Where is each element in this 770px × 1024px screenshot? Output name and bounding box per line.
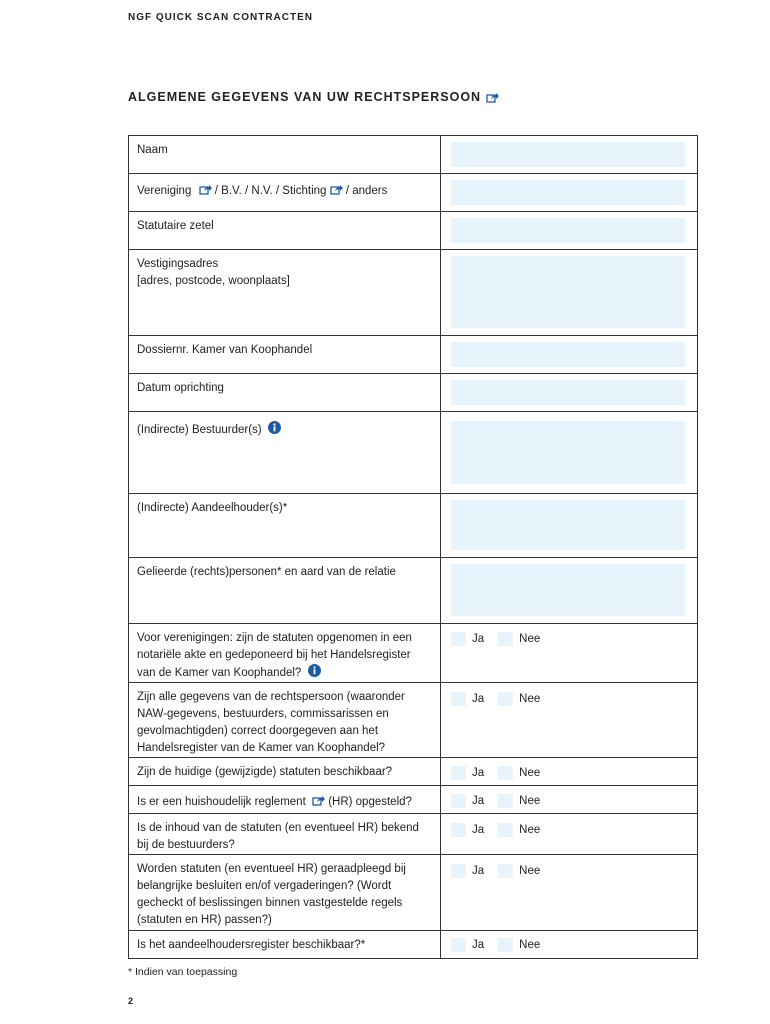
question-row [129, 758, 698, 786]
yes-no-group [451, 938, 685, 952]
no-checkbox[interactable] [498, 823, 513, 837]
question-row [129, 624, 698, 683]
no-label: Nee [519, 939, 541, 951]
row-kvk [129, 336, 698, 374]
section-title-text: ALGEMENE GEGEVENS VAN UW RECHTSPERSOON [128, 90, 482, 104]
yes-checkbox[interactable] [451, 864, 466, 878]
yes-label: Ja [472, 693, 485, 705]
running-header: NGF QUICK SCAN CONTRACTEN [128, 12, 313, 23]
label-gelieerd: Gelieerde (rechts)personen* en aard van de relatie [129, 558, 441, 624]
no-checkbox[interactable] [498, 766, 513, 780]
question-2-text: Zijn alle gegevens van de rechtspersoon (waaronder NAW-gegevens, bestuurders, commissarissen en gevolmachtigden) correct doorgegeven aan het Handelsregister van de Kamer van Koophandel? [129, 683, 441, 758]
question-text [129, 786, 441, 814]
question-row [129, 814, 698, 855]
rechtsvorm-vereniging: Vereniging [137, 185, 192, 197]
external-link-icon[interactable] [199, 184, 212, 195]
bestuurders-input[interactable] [451, 421, 685, 484]
no-checkbox[interactable] [498, 794, 513, 808]
aandeelhouders-input[interactable] [451, 500, 685, 550]
adres-input[interactable] [451, 256, 685, 328]
question-5-text: Is de inhoud van de statuten (en eventueel HR) bekend bij de bestuurders? [129, 814, 441, 855]
kvk-input[interactable] [451, 342, 685, 367]
page-number: 2 [128, 996, 134, 1006]
yes-label: Ja [472, 767, 485, 779]
yes-no-group [451, 864, 685, 878]
external-link-icon[interactable] [330, 184, 343, 195]
no-label: Nee [519, 824, 541, 836]
footnote: * Indien van toepassing [128, 966, 238, 978]
row-adres [129, 250, 698, 336]
yes-checkbox[interactable] [451, 938, 466, 952]
rechtsvorm-input[interactable] [451, 180, 685, 205]
row-datum [129, 374, 698, 412]
yes-no-group [451, 632, 685, 646]
yes-no-group [451, 823, 685, 837]
row-bestuurders [129, 412, 698, 494]
zetel-input[interactable] [451, 218, 685, 243]
gelieerd-input[interactable] [451, 564, 685, 616]
label-naam: Naam [129, 136, 441, 174]
question-row [129, 931, 698, 959]
no-checkbox[interactable] [498, 864, 513, 878]
yes-no-group [451, 692, 685, 706]
external-link-icon[interactable] [486, 92, 499, 103]
no-checkbox[interactable] [498, 692, 513, 706]
yes-label: Ja [472, 865, 485, 877]
no-label: Nee [519, 865, 541, 877]
row-naam [129, 136, 698, 174]
yes-checkbox[interactable] [451, 766, 466, 780]
label-aandeelhouders: (Indirecte) Aandeelhouder(s)* [129, 494, 441, 558]
yes-checkbox[interactable] [451, 823, 466, 837]
adres-label-line1: Vestigingsadres [137, 258, 219, 270]
question-4-text: Is er een huishoudelijk reglement [137, 796, 306, 808]
yes-checkbox[interactable] [451, 692, 466, 706]
yes-label: Ja [472, 824, 485, 836]
section-title [128, 90, 499, 104]
row-aandeelhouders [129, 494, 698, 558]
yes-checkbox[interactable] [451, 632, 466, 646]
question-row [129, 786, 698, 814]
row-zetel [129, 212, 698, 250]
question-4-text-end: (HR) opgesteld? [328, 796, 412, 808]
question-7-text: Is het aandeelhoudersregister beschikbaar?* [129, 931, 441, 959]
question-1-text: Voor verenigingen: zijn de statuten opgenomen in een notariële akte en gedeponeerd bij het Handelsregister van de Kamer van Koophandel? [137, 632, 412, 679]
yes-label: Ja [472, 633, 485, 645]
yes-label: Ja [472, 939, 485, 951]
question-row [129, 683, 698, 758]
info-icon[interactable] [268, 421, 281, 434]
yes-no-group [451, 766, 685, 780]
row-rechtsvorm [129, 174, 698, 212]
label-bestuurders [129, 412, 441, 494]
no-label: Nee [519, 693, 541, 705]
question-3-text: Zijn de huidige (gewijzigde) statuten beschikbaar? [129, 758, 441, 786]
no-label: Nee [519, 795, 541, 807]
question-6-text: Worden statuten (en eventueel HR) geraadpleegd bij belangrijke besluiten en/of vergaderingen? (Wordt gecheckt of beslissingen binnen vastgestelde regels (statuten en HR) passen?) [129, 855, 441, 931]
external-link-icon[interactable] [312, 795, 325, 806]
form-table [128, 135, 698, 959]
bestuurders-label: (Indirecte) Bestuurder(s) [137, 424, 262, 436]
no-label: Nee [519, 633, 541, 645]
rechtsvorm-anders: / anders [345, 185, 388, 197]
label-zetel: Statutaire zetel [129, 212, 441, 250]
question-row [129, 855, 698, 931]
datum-input[interactable] [451, 380, 685, 405]
question-text [129, 624, 441, 683]
row-gelieerd [129, 558, 698, 624]
yes-checkbox[interactable] [451, 794, 466, 808]
label-adres [129, 250, 441, 336]
info-icon[interactable] [308, 664, 321, 677]
label-datum: Datum oprichting [129, 374, 441, 412]
naam-input[interactable] [451, 142, 685, 167]
no-label: Nee [519, 767, 541, 779]
label-rechtsvorm [129, 174, 441, 212]
no-checkbox[interactable] [498, 632, 513, 646]
yes-label: Ja [472, 795, 485, 807]
adres-label-line2: [adres, postcode, woonplaats] [137, 275, 290, 287]
rechtsvorm-bv-nv-stichting: / B.V. / N.V. / Stichting [214, 185, 327, 197]
yes-no-group [451, 794, 685, 808]
label-kvk: Dossiernr. Kamer van Koophandel [129, 336, 441, 374]
no-checkbox[interactable] [498, 938, 513, 952]
